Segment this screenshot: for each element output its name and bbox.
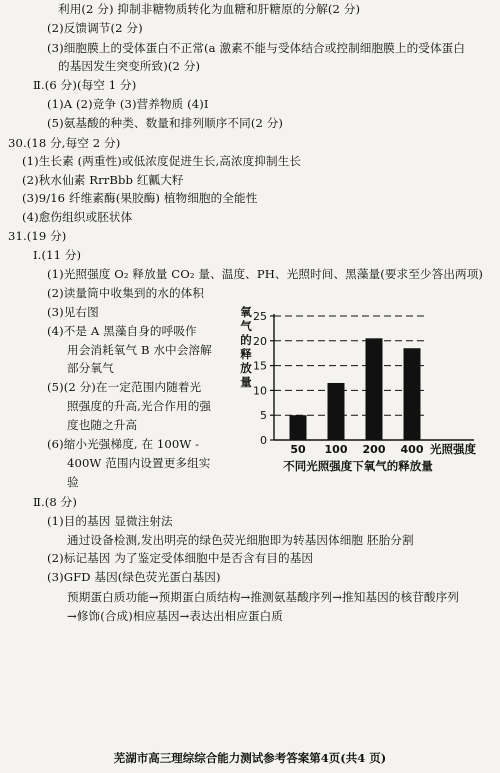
answer-line: (1)光照强度 O₂ 释放量 CO₂ 量、温度、PH、光照时间、黑藻量(要求至少答出两项) [47, 267, 484, 281]
answer-line: 通过设备检测,发出明亮的绿色荧光细胞即为转基因体细胞 胚胎分割 [67, 533, 414, 547]
y-tick-label: 0 [260, 434, 267, 447]
answer-line: 预期蛋白质功能→预期蛋白质结构→推测氨基酸序列→推知基因的核苷酸序列 [67, 590, 459, 604]
y-axis-label-char: 氧 [240, 305, 252, 319]
y-tick-label: 25 [253, 310, 267, 323]
y-tick-label: 20 [253, 334, 267, 348]
y-axis-ticks [253, 310, 274, 447]
answer-line: (6)缩小光强梯度, 在 100W - [47, 437, 200, 451]
answer-line: 的基因发生突变所致)(2 分) [58, 59, 201, 73]
y-tick-label: 5 [260, 409, 267, 423]
answer-line: 部分氧气 [67, 361, 114, 375]
bar-50 [290, 415, 307, 440]
answer-line: Ⅰ.(11 分) [33, 248, 82, 262]
answer-line: (1)目的基因 显微注射法 [47, 514, 173, 528]
y-axis-label-char: 量 [240, 375, 252, 389]
answer-line: (2)标记基因 为了鉴定受体细胞中是否含有目的基因 [47, 551, 314, 565]
answer-line: (4)愈伤组织或胚状体 [22, 210, 133, 224]
answer-line: (3)GFD 基因(绿色荧光蛋白基因) [47, 570, 221, 584]
bar-200 [366, 338, 383, 440]
answer-line: (3)见右图 [47, 305, 99, 319]
y-axis-label-char: 释 [240, 347, 252, 361]
chart-gridlines [274, 316, 424, 415]
answer-line: (3)9/16 纤维素酶(果胶酶) 植物细胞的全能性 [22, 191, 258, 205]
chart-bars [290, 338, 421, 440]
answer-line: 30.(18 分,每空 2 分) [8, 136, 121, 150]
x-axis-ticks [290, 443, 423, 456]
answer-line: Ⅱ.(6 分)(每空 1 分) [33, 78, 137, 92]
answer-line: (2)秋水仙素 RrrBbb 红瓤大籽 [22, 173, 184, 187]
answer-line: (3)细胞膜上的受体蛋白不正常(a 激素不能与受体结合或控制细胞膜上的受体蛋白 [47, 41, 466, 55]
answer-line: (5)(2 分)在一定范围内随着光 [47, 380, 202, 394]
chart-title: 不同光照强度下氧气的释放量 [283, 459, 433, 473]
answer-line: 用会消耗氧气 B 水中会溶解 [67, 343, 212, 357]
answer-line: (2)反馈调节(2 分) [47, 21, 143, 35]
x-tick-label: 100 [324, 443, 348, 456]
answer-line: (2)读量筒中收集到的水的体积 [47, 286, 205, 300]
bar-100 [328, 383, 345, 440]
answer-line: (5)氨基酸的种类、数量和排列顺序不同(2 分) [47, 116, 284, 130]
answer-line: (1)A (2)竞争 (3)营养物质 (4)Ⅰ [47, 97, 209, 111]
answer-line: 利用(2 分) 抑制非糖物质转化为血糖和肝糖原的分解(2 分) [58, 2, 361, 16]
y-tick-label: 10 [253, 384, 267, 398]
bar-400 [404, 348, 421, 440]
page-footer: 芜湖市高三理综综合能力测试参考答案第4页(共4 页) [113, 751, 387, 765]
answer-line: 31.(19 分) [8, 229, 67, 243]
y-axis-label-char: 放 [240, 361, 252, 375]
x-tick-label: 200 [362, 443, 386, 456]
oxygen-release-bar-chart [236, 304, 500, 474]
y-axis-label [240, 305, 252, 389]
answer-line: 度也随之升高 [67, 418, 138, 432]
answer-line: Ⅱ.(8 分) [33, 495, 77, 509]
answer-line: 400W 范围内设置更多组实 [67, 456, 211, 470]
answer-line: 照强度的升高,光合作用的强 [67, 399, 212, 413]
answer-line: (1)生长素 (两重性)或低浓度促进生长,高浓度抑制生长 [22, 154, 302, 168]
answer-line: 验 [67, 475, 79, 489]
answer-line: (4)不是 A 黑藻自身的呼吸作 [47, 324, 197, 338]
x-tick-label: 400 [400, 443, 424, 456]
y-tick-label: 15 [253, 359, 267, 373]
y-axis-label-char: 气 [240, 319, 252, 333]
y-axis-label-char: 的 [240, 333, 252, 347]
x-tick-label: 50 [290, 443, 306, 456]
x-axis-label: 光照强度 [430, 442, 476, 456]
answer-line: →修饰(合成)相应基因→表达出相应蛋白质 [67, 609, 283, 623]
